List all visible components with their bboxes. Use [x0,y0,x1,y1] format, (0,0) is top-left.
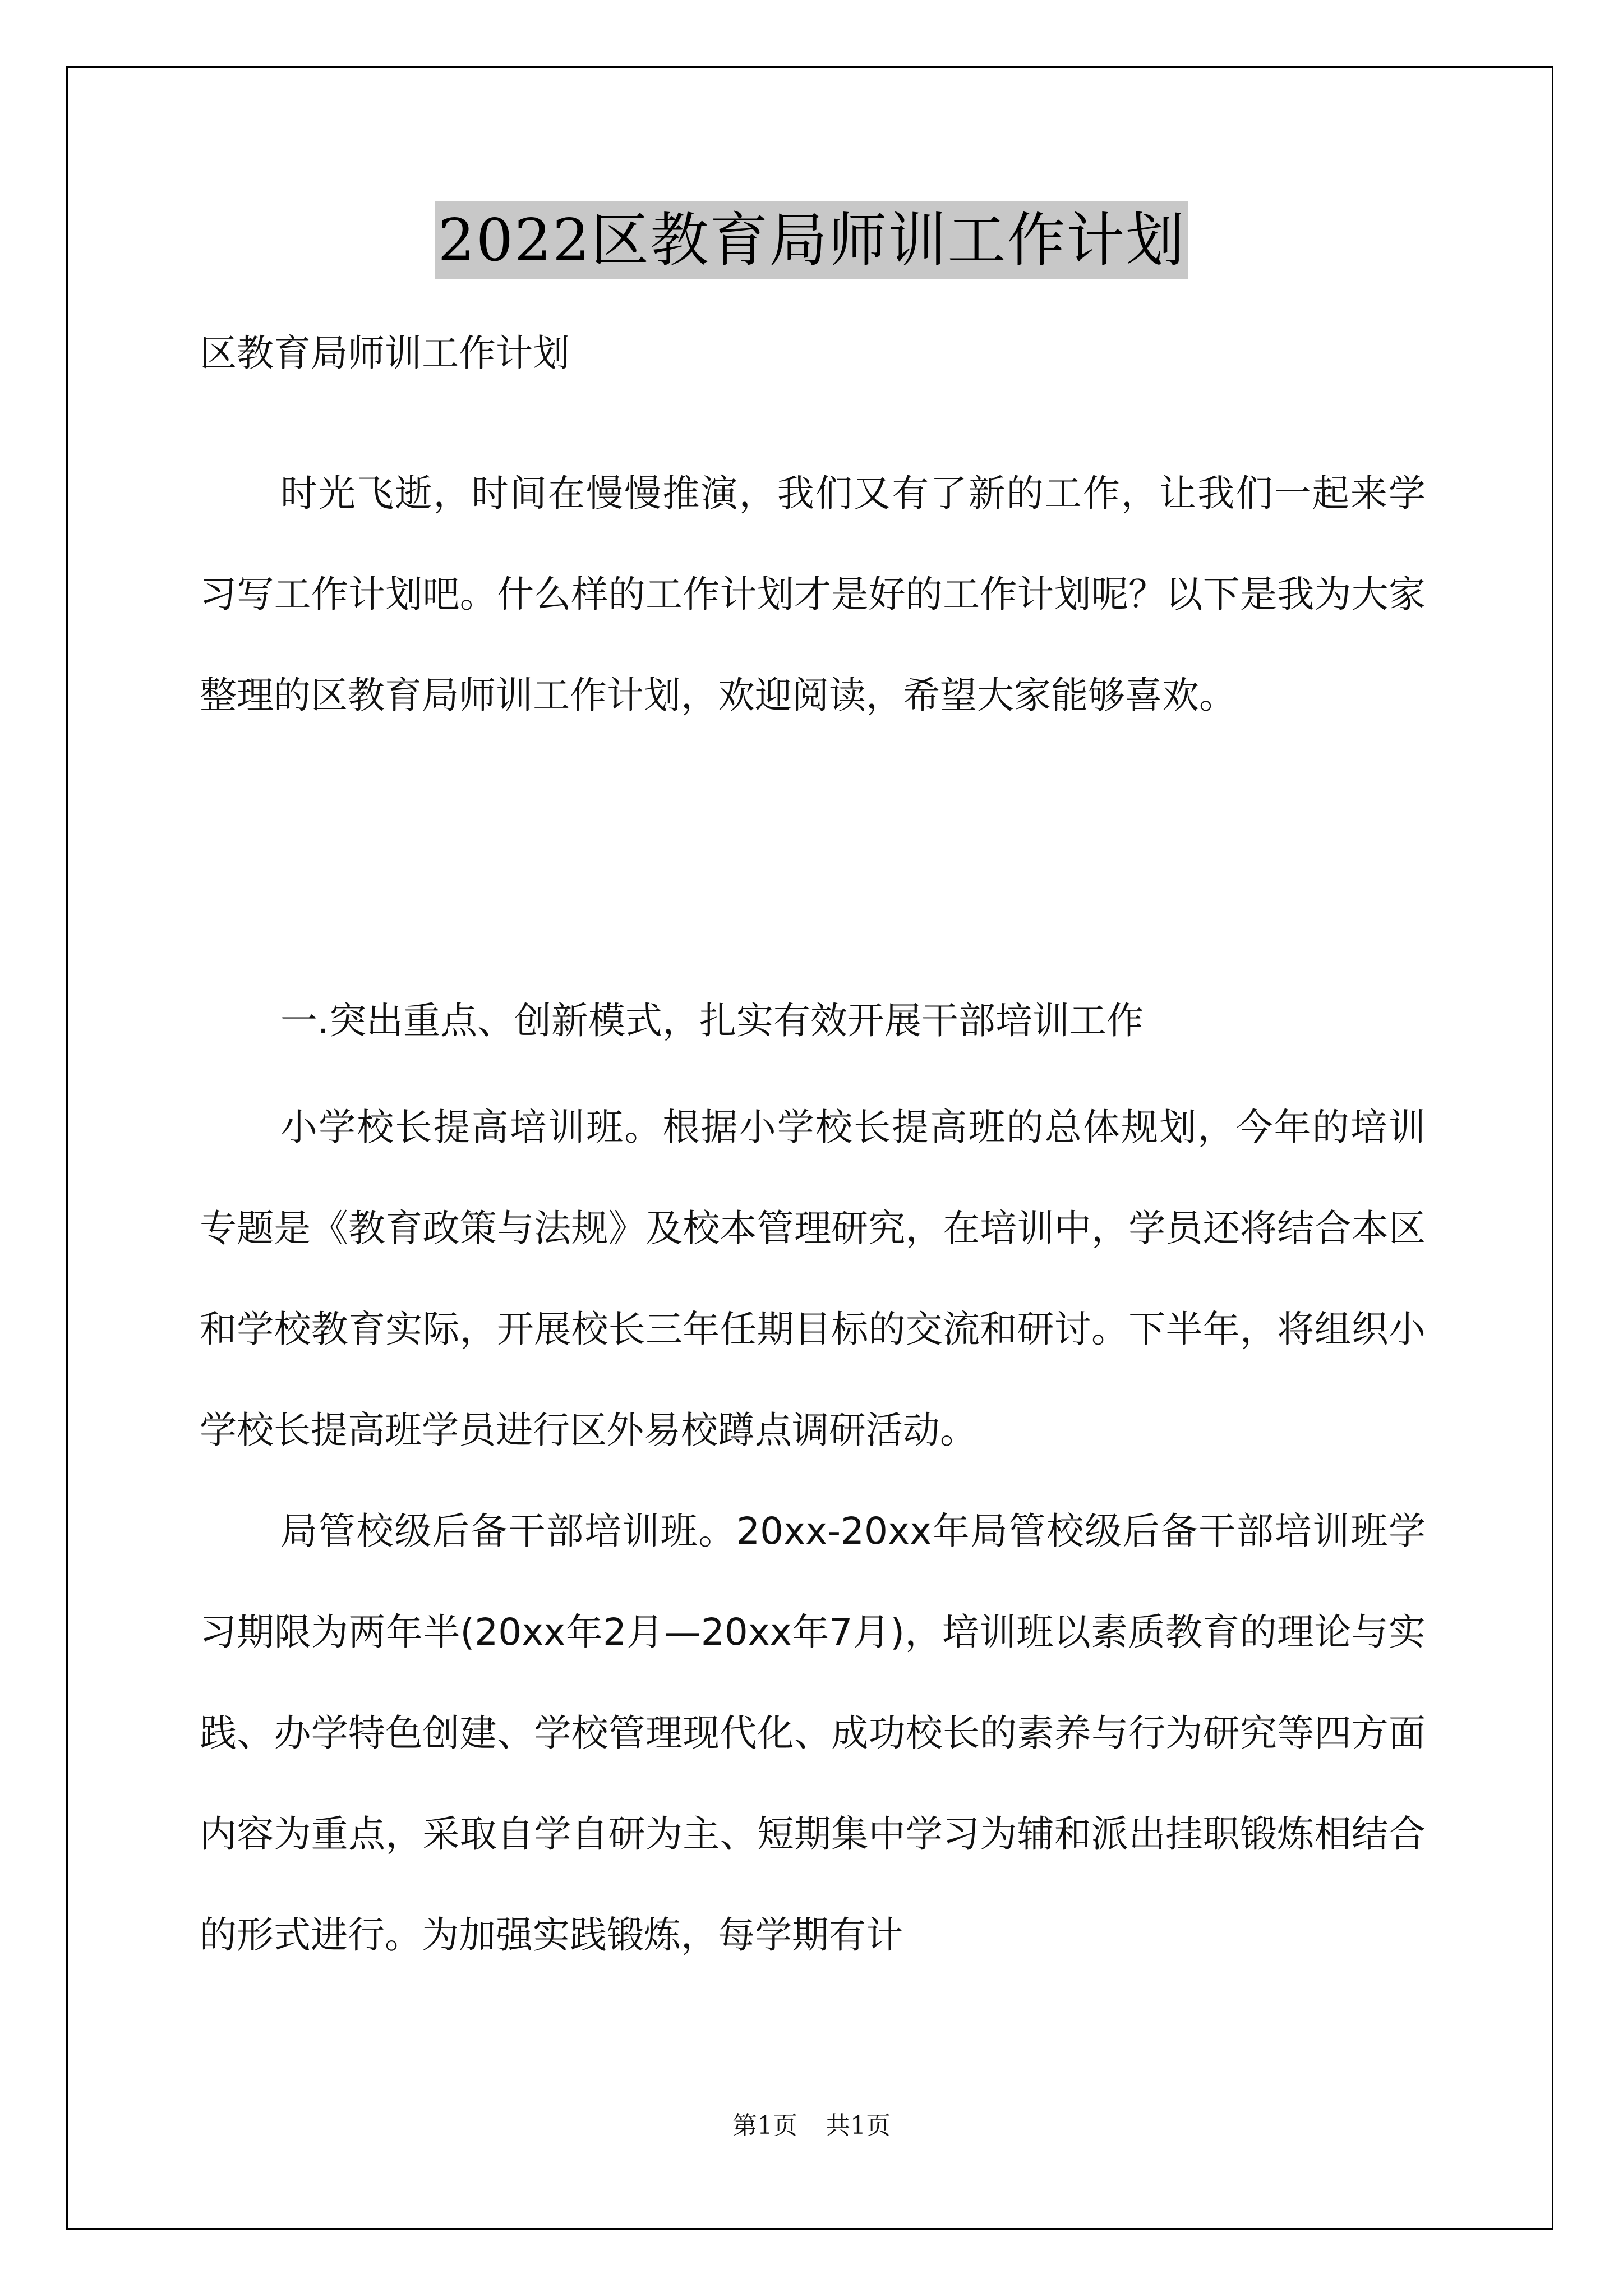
paragraph-reserve-cadre-training: 局管校级后备干部培训班。20xx-20xx年局管校级后备干部培训班学习期限为两年半(20xx年2月—20xx年7月)，培训班以素质教育的理论与实践、办学特色创建、学校管理现代化、成功校长的素养与行为研究等四方面内容为重点，采取自学自研为主、短期集中学习为辅和派出挂职锻炼相结合的形式进行。为加强实践锻炼，每学期有计 [200,1510,1426,1957]
title-container [0,201,1623,279]
section-heading: 一.突出重点、创新模式，扎实有效开展干部培训工作 [280,999,1144,1042]
document-subtitle: 区教育局师训工作计划 [200,332,570,375]
paragraph-intro: 时光飞逝，时间在慢慢推演，我们又有了新的工作，让我们一起来学习写工作计划吧。什么样的工作计划才是好的工作计划呢？以下是我为大家整理的区教育局师训工作计划，欢迎阅读，希望大家能够喜欢。 [200,472,1426,717]
total-pages: 共1页 [826,2111,891,2140]
page-footer [0,2109,1623,2143]
document-title: 2022区教育局师训工作计划 [435,201,1189,279]
page-number: 第1页 [732,2111,797,2140]
paragraph-principal-training: 小学校长提高培训班。根据小学校长提高班的总体规划，今年的培训专题是《教育政策与法规》及校本管理研究，在培训中，学员还将结合本区和学校教育实际，开展校长三年任期目标的交流和研讨。下半年，将组织小学校长提高班学员进行区外易校蹲点调研活动。 [200,1106,1426,1452]
